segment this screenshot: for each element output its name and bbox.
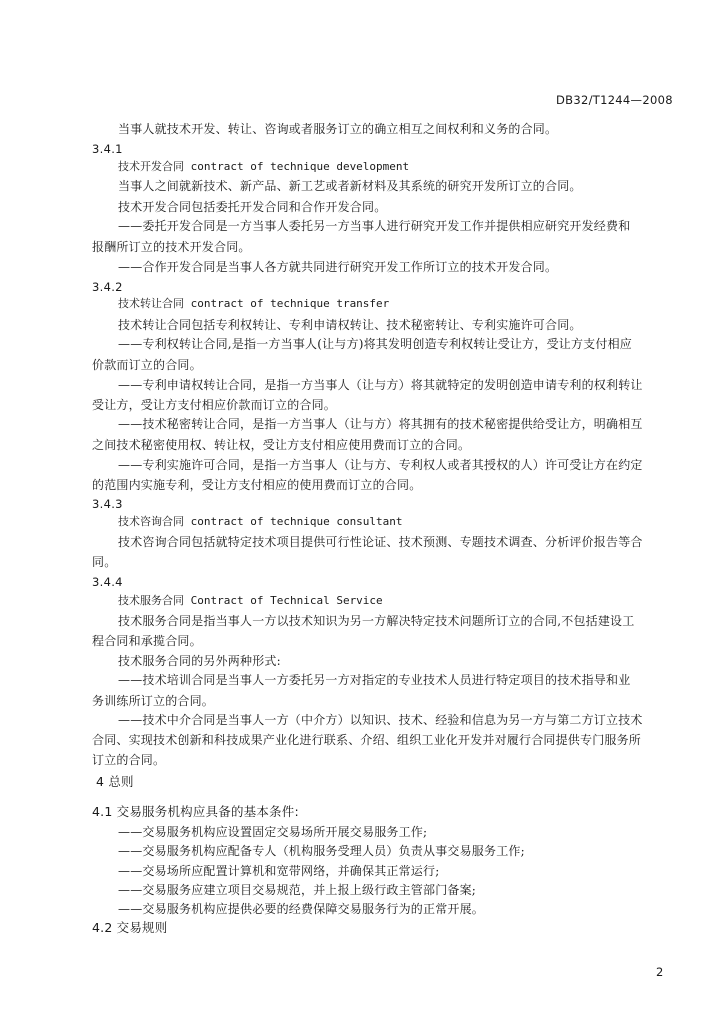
list-item: ——专利权转让合同,是指一方当事人(让与方)将其发明创造专利权转让受让方，受让方支付相应 bbox=[118, 337, 632, 351]
term-342: 技术转让合同 contract of technique transfer bbox=[118, 297, 390, 310]
page-number: 2 bbox=[656, 965, 664, 979]
list-item: ——技术秘密转让合同，是指一方当事人（让与方）将其拥有的技术秘密提供给受让方，明确相互 bbox=[118, 417, 643, 431]
definition-343: 技术咨询合同包括就特定技术项目提供可行性论证、技术预测、专题技术调查、分析评价报告等合 bbox=[118, 535, 643, 549]
definition-344-cont: 程合同和承揽合同。 bbox=[92, 634, 202, 648]
list-item-cont: 之间技术秘密使用权、转让权，受让方支付相应使用费而订立的合同。 bbox=[92, 438, 471, 452]
section-number-344: 3.4.4 bbox=[92, 575, 123, 589]
list-item: ——专利实施许可合同，是指一方当事人（让与方、专利权人或者其授权的人）许可受让方在约定 bbox=[118, 458, 643, 472]
list-item: ——专利申请权转让合同，是指一方当事人（让与方）将其就特定的发明创造申请专利的权利转让 bbox=[118, 378, 643, 392]
list-item: ——交易服务机构应配备专人（机构服务受理人员）负责从事交易服务工作; bbox=[118, 844, 525, 858]
list-item-cont: 订立的合同。 bbox=[92, 753, 166, 767]
term-343: 技术咨询合同 contract of technique consultant bbox=[118, 515, 403, 528]
term-341: 技术开发合同 contract of technique development bbox=[118, 160, 410, 173]
list-item-cont: 务训练所订立的合同。 bbox=[92, 694, 215, 708]
list-item: ——交易服务机构应设置固定交易场所开展交易服务工作; bbox=[118, 825, 428, 839]
sub-intro-341: 技术开发合同包括委托开发合同和合作开发合同。 bbox=[118, 200, 387, 214]
list-item: ——合作开发合同是当事人各方就共同进行研究开发工作所订立的技术开发合同。 bbox=[118, 260, 558, 274]
list-item-cont: 受让方，受让方支付相应价款而订立的合同。 bbox=[92, 398, 337, 412]
definition-344: 技术服务合同是指当事人一方以技术知识为另一方解决特定技术问题所订立的合同,不包括建设工 bbox=[118, 614, 635, 628]
list-item: ——委托开发合同是一方当事人委托另一方当事人进行研究开发工作并提供相应研究开发经费和 bbox=[118, 219, 631, 233]
list-item: ——交易服务应建立项目交易规范，并上报上级行政主管部门备案; bbox=[118, 883, 477, 897]
section-number-342: 3.4.2 bbox=[92, 280, 123, 294]
intro-tail: 当事人就技术开发、转让、咨询或者服务订立的确立相互之间权利和义务的合同。 bbox=[118, 122, 558, 136]
term-344: 技术服务合同 Contract of Technical Service bbox=[118, 594, 383, 607]
list-item-cont: 报酬所订立的技术开发合同。 bbox=[92, 240, 251, 254]
sub-intro-344: 技术服务合同的另外两种形式: bbox=[118, 654, 281, 668]
clause-42-title: 4.2 交易规则 bbox=[92, 920, 168, 935]
section-number-343: 3.4.3 bbox=[92, 497, 123, 511]
list-item: ——技术中介合同是当事人一方（中介方）以知识、技术、经验和信息为另一方与第二方订立技术 bbox=[118, 713, 643, 727]
clause-41-title: 4.1 交易服务机构应具备的基本条件: bbox=[92, 804, 299, 819]
section-number-341: 3.4.1 bbox=[92, 142, 123, 156]
definition-342: 技术转让合同包括专利权转让、专利申请权转让、技术秘密转让、专利实施许可合同。 bbox=[118, 318, 582, 332]
list-item-cont: 价款而订立的合同。 bbox=[92, 358, 202, 372]
list-item-cont: 合同、实现技术创新和科技成果产业化进行联系、介绍、组织工业化开发并对履行合同提供专门服务所 bbox=[92, 733, 642, 747]
list-item: ——交易服务机构应提供必要的经费保障交易服务行为的正常开展。 bbox=[118, 902, 485, 916]
document-code: DB32/T1244—2008 bbox=[556, 93, 673, 107]
list-item: ——交易场所应配置计算机和宽带网络，并确保其正常运行; bbox=[118, 864, 440, 878]
list-item-cont: 的范围内实施专利，受让方支付相应的使用费而订立的合同。 bbox=[92, 478, 422, 492]
chapter-heading: 4 总则 bbox=[96, 774, 134, 789]
list-item: ——技术培训合同是当事人一方委托另一方对指定的专业技术人员进行特定项目的技术指导和业 bbox=[118, 673, 631, 687]
definition-341: 当事人之间就新技术、新产品、新工艺或者新材料及其系统的研究开发所订立的合同。 bbox=[118, 179, 582, 193]
definition-343-cont: 同。 bbox=[92, 555, 117, 569]
